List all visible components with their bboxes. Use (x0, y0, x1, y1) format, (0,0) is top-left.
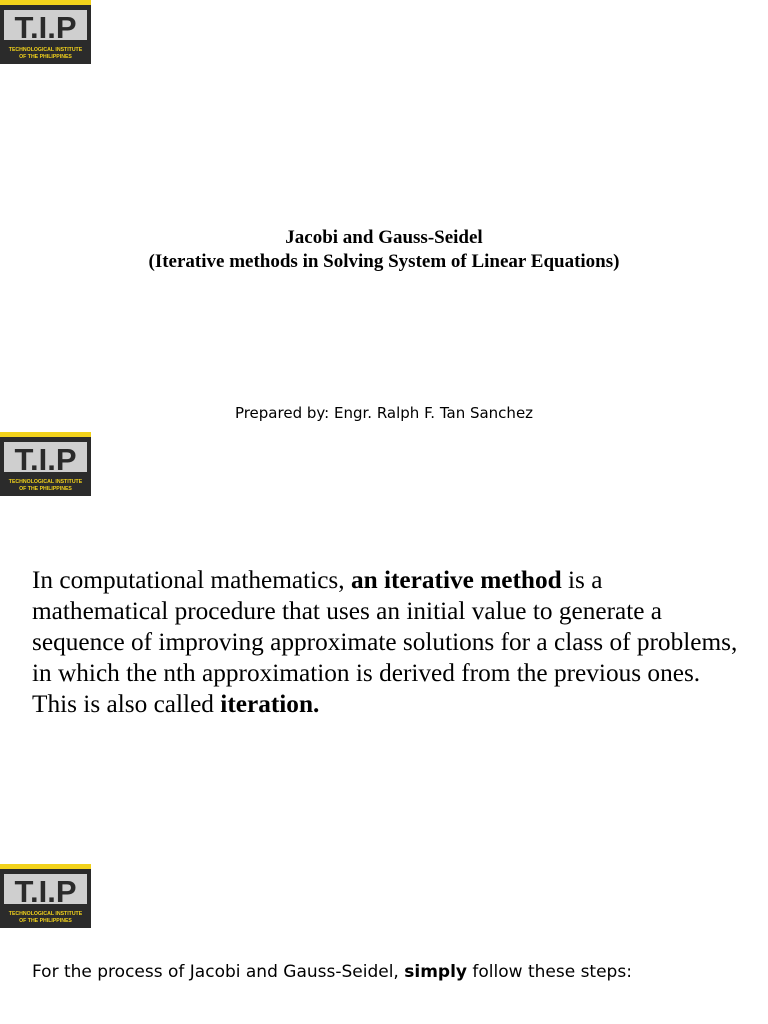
prepared-by: Prepared by: Engr. Ralph F. Tan Sanchez (234, 404, 534, 422)
tip-logo (0, 0, 91, 64)
definition-paragraph (32, 565, 744, 720)
definition-bold-iteration: iteration. (220, 690, 320, 719)
svg-text:TECHNOLOGICAL INSTITUTE: TECHNOLOGICAL INSTITUTE (8, 47, 83, 53)
definition-text-2: is a mathematical procedure that uses an initial value to generate a sequence of improving approximate solutions for a class of problems, in which the nth approximation is derived from the previous ones. This is also called (32, 566, 738, 719)
svg-text:OF THE PHILIPPINES: OF THE PHILIPPINES (19, 54, 72, 60)
svg-text:OF THE PHILIPPINES: OF THE PHILIPPINES (19, 486, 72, 492)
title-line-2: (Iterative methods in Solving System of Linear Equations) (148, 251, 620, 272)
tip-logo (0, 864, 91, 928)
steps-intro (32, 962, 632, 982)
slide-3 (0, 864, 768, 1024)
definition-text-1: In computational mathematics, (32, 566, 351, 595)
svg-text:OF THE PHILIPPINES: OF THE PHILIPPINES (19, 918, 72, 924)
steps-bold-simply: simply (404, 962, 467, 982)
slide-1 (0, 0, 768, 432)
tip-logo-icon (0, 432, 91, 496)
svg-text:TECHNOLOGICAL INSTITUTE: TECHNOLOGICAL INSTITUTE (8, 911, 83, 917)
svg-text:T.I.P: T.I.P (14, 442, 77, 477)
svg-text:TECHNOLOGICAL INSTITUTE: TECHNOLOGICAL INSTITUTE (8, 479, 83, 485)
tip-logo (0, 432, 91, 496)
definition-bold-term: an iterative method (350, 566, 562, 595)
slide-2 (0, 432, 768, 864)
steps-text-2: follow these steps: (467, 962, 632, 982)
steps-text-1: For the process of Jacobi and Gauss-Seidel, (32, 962, 405, 982)
tip-logo-icon (0, 864, 91, 928)
svg-text:T.I.P: T.I.P (14, 10, 77, 45)
svg-text:T.I.P: T.I.P (14, 874, 77, 909)
tip-logo-icon (0, 0, 91, 64)
slide-title (0, 226, 768, 274)
title-line-1: Jacobi and Gauss-Seidel (285, 227, 483, 248)
